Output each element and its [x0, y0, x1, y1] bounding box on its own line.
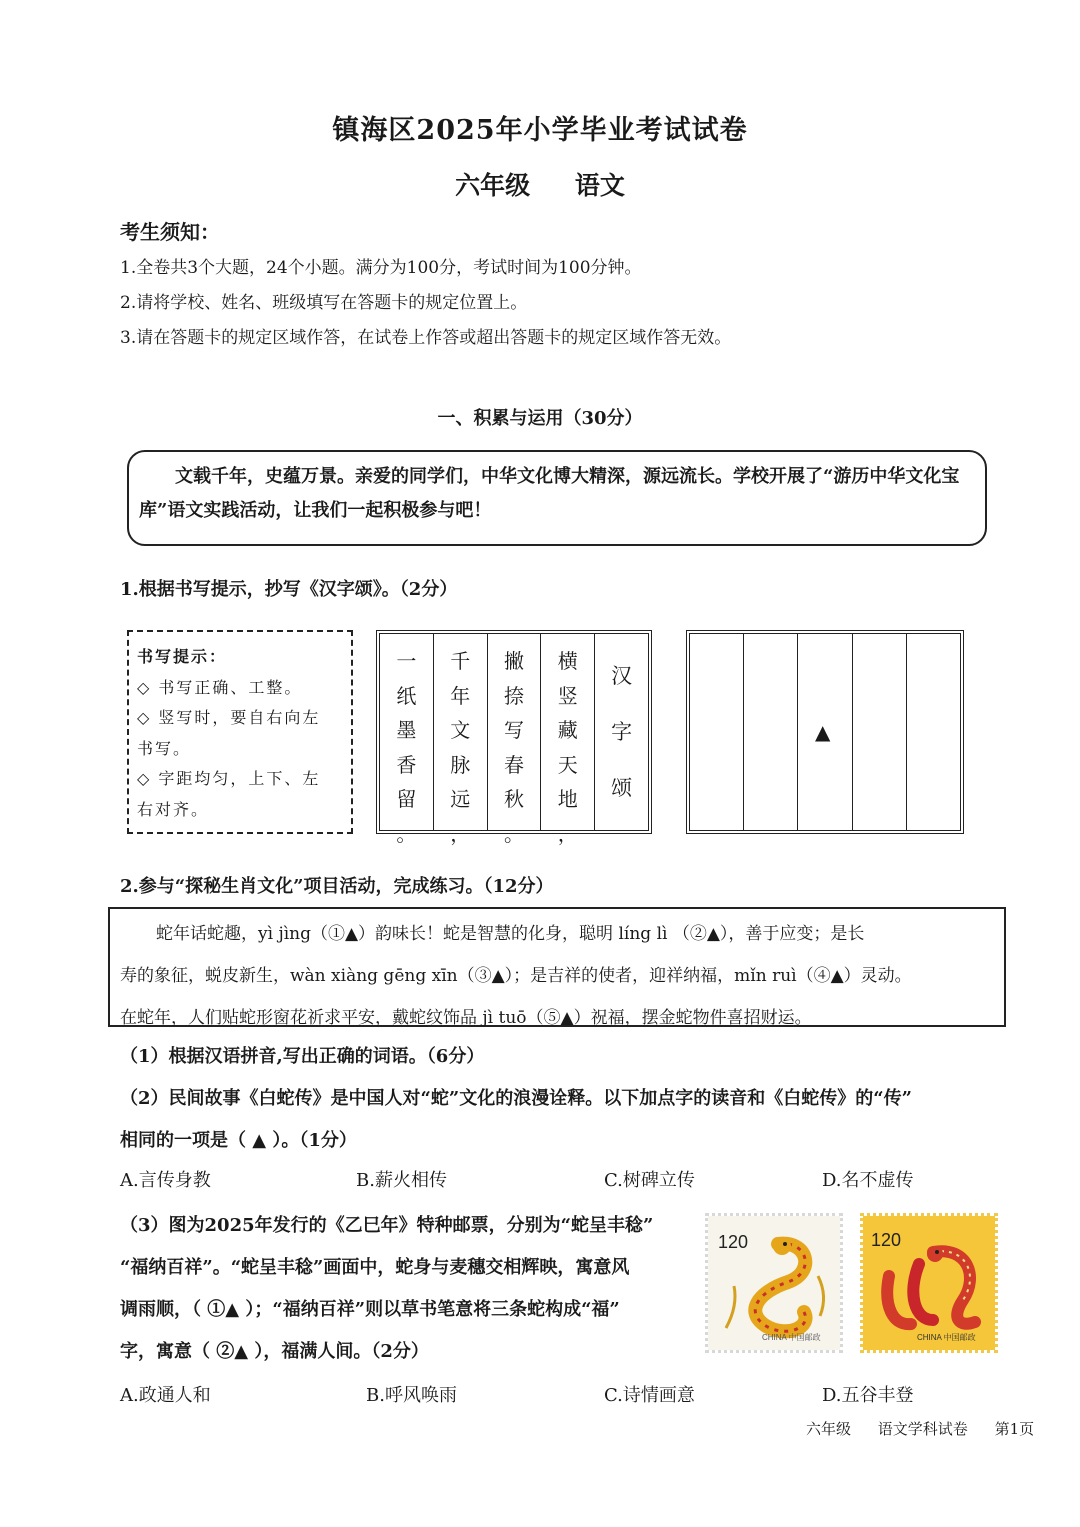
stamp-label: CHINA 中国邮政 — [762, 1333, 821, 1342]
poem-char: 春 — [504, 752, 524, 777]
tip-line: 书写。 — [137, 738, 192, 758]
answer-column — [743, 634, 797, 830]
poem-char: ， — [557, 821, 578, 846]
sub-question-3-line: “福纳百祥”。“蛇呈丰稔”画面中，蛇身与麦穗交相辉映，寓意风 — [120, 1257, 630, 1278]
poem-char: 地 — [557, 787, 578, 811]
option-a: A.政通人和 — [120, 1385, 211, 1406]
poem-char: 文 — [450, 718, 471, 742]
sub-question-3-line: 字，寓意（ ②▲ ），福满人间。（2分） — [120, 1341, 429, 1362]
page-footer — [806, 1418, 1034, 1439]
poem-char: 天 — [557, 752, 578, 777]
passage-line: 蛇年话蛇趣，yì jìng（①▲）韵味长！蛇是智慧的化身，聪明 líng lì （②▲），善于应变；是长 — [156, 924, 865, 944]
stamp-snake-harvest — [705, 1213, 843, 1353]
poem-char: 留 — [396, 787, 417, 811]
notice-item: 2.请将学校、姓名、班级填写在答题卡的规定位置上。 — [120, 293, 528, 313]
question-2-title: 2.参与“探秘生肖文化”项目活动，完成练习。（12分） — [120, 876, 554, 897]
notice-item: 3.请在答题卡的规定区域作答，在试卷上作答或超出答题卡的规定区域作答无效。 — [120, 328, 732, 348]
poem-char: 墨 — [396, 718, 417, 742]
snake-stamp-art-1 — [708, 1216, 840, 1350]
stamp-label: CHINA 中国邮政 — [917, 1333, 976, 1342]
poem-char: 藏 — [557, 718, 578, 742]
poem-char: 千 — [450, 649, 471, 673]
tip-line: 右对齐。 — [137, 799, 210, 819]
passage-line: 寿的象征，蜕皮新生，wàn xiàng gēng xīn（③▲）；是吉祥的使者，迎祥纳福，mǐn ruì（④▲）灵动。 — [120, 966, 912, 986]
option-a: A.言传身教 — [120, 1170, 211, 1191]
answer-column — [690, 634, 743, 830]
sub-question-2-line2: 相同的一项是（ ▲ ）。（1分） — [120, 1130, 357, 1151]
poem-char: 。 — [396, 821, 417, 846]
poem-column — [540, 634, 594, 846]
subject-label: 语文 — [574, 171, 625, 200]
poem-char: 脉 — [450, 752, 471, 777]
poem-char: 横 — [557, 649, 578, 673]
option-d: D.五谷丰登 — [822, 1385, 914, 1406]
tip-line: ◇ 字距均匀，上下、左 — [137, 769, 321, 788]
option-d: D.名不虚传 — [822, 1170, 914, 1191]
poem-char: 香 — [396, 752, 417, 777]
tip-line: ◇ 书写正确、工整。 — [137, 677, 303, 697]
stamp-value: 120 — [871, 1230, 902, 1250]
passage-box — [108, 907, 1006, 1027]
answer-mark: ▲ — [815, 720, 831, 744]
section-title: 一、积累与运用（30分） — [437, 408, 643, 429]
poem-column — [487, 634, 541, 846]
poem-char: 纸 — [396, 683, 417, 708]
intro-box: 文载千年，史蕴万景。亲爱的同学们，中华文化博大精深，源远流长。学校开展了“游历中华文化宝库”语文实践活动，让我们一起积极参与吧！ — [127, 450, 987, 546]
poem-column — [433, 634, 487, 846]
sub-question-1: （1）根据汉语拼音,写出正确的词语。（6分） — [120, 1046, 485, 1067]
grade-label: 六年级 — [455, 171, 531, 200]
sub-question-2-line1: （2）民间故事《白蛇传》是中国人对“蛇”文化的浪漫诠释。以下加点字的读音和《白蛇传》的“传” — [120, 1088, 912, 1109]
sub-question-3-line: （3）图为2025年发行的《乙巳年》特种邮票，分别为“蛇呈丰稔” — [120, 1215, 654, 1236]
footer-paper: 语文学科试卷 — [877, 1420, 968, 1438]
snake-stamp-art-2 — [863, 1216, 995, 1350]
poem-char: 撇 — [504, 649, 524, 673]
option-c: C.树碑立传 — [604, 1170, 695, 1191]
stamp-value: 120 — [718, 1232, 749, 1252]
poem-title-column — [594, 634, 648, 830]
poem-char: 年 — [450, 683, 471, 708]
notice-item: 1.全卷共3个大题，24个小题。满分为100分，考试时间为100分钟。 — [120, 258, 642, 278]
footer-grade: 六年级 — [806, 1420, 852, 1438]
poem-char: 。 — [504, 821, 524, 846]
poem-char: 写 — [504, 718, 524, 742]
option-c: C.诗情画意 — [604, 1385, 695, 1406]
tip-line: ◇ 竖写时，要自右向左 — [137, 708, 321, 727]
answer-column — [906, 634, 960, 830]
passage-line: 在蛇年，人们贴蛇形窗花祈求平安，戴蛇纹饰品 jì tuō（⑤▲）祝福，摆金蛇物件喜招财运。 — [120, 1008, 812, 1028]
poem-char: 颂 — [611, 776, 633, 800]
option-b: B.呼风唤雨 — [366, 1385, 457, 1406]
exam-subtitle — [0, 166, 1080, 202]
poem-char: 秋 — [504, 787, 524, 811]
poem-char: 字 — [611, 720, 633, 744]
answer-column — [852, 634, 906, 830]
poem-char: ， — [450, 821, 471, 846]
poem-char: 一 — [396, 649, 417, 673]
writing-tips-box — [127, 630, 353, 834]
sub-question-3-line: 调雨顺，（ ①▲ ）；“福纳百祥”则以草书笔意将三条蛇构成“福” — [120, 1299, 620, 1320]
poem-char: 竖 — [557, 683, 578, 708]
stamp-fortune — [860, 1213, 998, 1353]
poem-char: 捺 — [504, 683, 524, 708]
footer-page: 第1页 — [994, 1420, 1035, 1438]
exam-title: 镇海区2025年小学毕业考试试卷 — [332, 115, 748, 146]
question-1-title: 1.根据书写提示，抄写《汉字颂》。（2分） — [120, 579, 458, 600]
poem-grid — [376, 630, 652, 846]
poem-column — [380, 634, 433, 846]
option-b: B.薪火相传 — [356, 1170, 447, 1191]
poem-char: 汉 — [611, 664, 633, 688]
tips-heading: 书写提示： — [137, 647, 228, 666]
notice-heading: 考生须知： — [120, 220, 220, 244]
poem-char: 远 — [450, 787, 471, 811]
